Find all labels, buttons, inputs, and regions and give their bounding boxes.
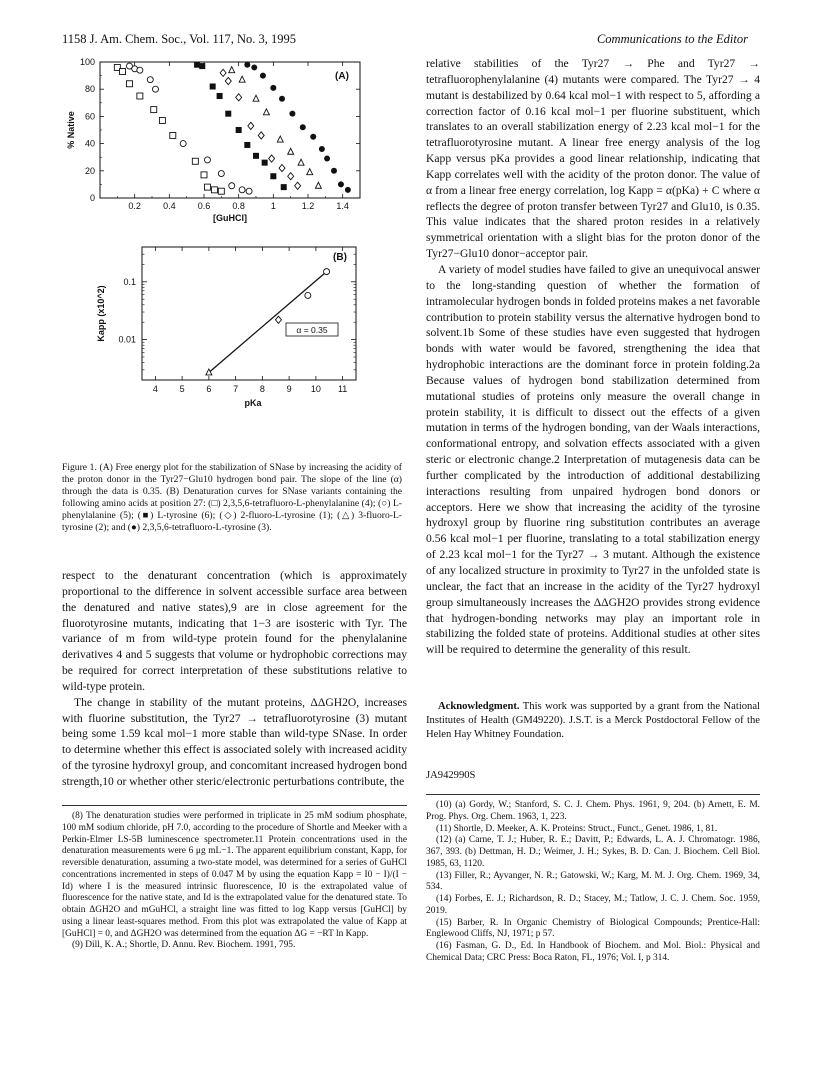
data-point-filled-circle <box>251 64 257 70</box>
data-point-open-square <box>170 132 176 138</box>
data-point-filled-circle <box>279 96 285 102</box>
data-point-filled-square <box>199 63 205 69</box>
data-point-filled-circle <box>324 156 330 162</box>
left-footnotes <box>62 811 407 952</box>
data-point-open-square <box>120 69 126 75</box>
x-tick-label: 0.4 <box>163 201 176 211</box>
x-tick-label: 9 <box>286 384 292 394</box>
panel-label: (B) <box>333 252 347 263</box>
data-point-filled-square <box>253 153 259 159</box>
data-point-open-circle <box>324 269 330 275</box>
x-tick-label: 1 <box>270 201 276 211</box>
y-tick-label: 60 <box>84 111 95 122</box>
figure-1b-free-energy-chart <box>60 237 410 447</box>
data-point-open-diamond <box>288 173 294 180</box>
x-tick-label: 10 <box>310 384 321 394</box>
data-point-filled-square <box>217 93 223 99</box>
data-point-filled-circle <box>319 146 325 152</box>
data-point-open-triangle <box>239 76 245 82</box>
footnote-8: (8) The denaturation studies were performed in triplicate in 25 mM sodium phosphate, 100 mM sodium chloride, pH 7.0, according to the procedure of Shortle and Meeker with a Perkin-Elmer LS-5B luminescence spectrometer.11 Protein concentrations used in the denaturation measurements were 6 μg mL−1. The apparent equilibrium constant, Kapp, for reversible denaturation, assuming a two-state model, was determined for a series of GuHCl concentrations incremented in steps of 0.047 M by using the equation Kapp = I0 − I)/(I − Id) where I is the measured intrinsic fluorescence, I0 is the extrapolated value of fluorescence for the native state, and Id is the extrapolated value for the denatured state. To obtain ΔGH2O and mGuHCl, a straight line was fitted to log Kapp versus [GuHCl] by using a linear least-squares method. From this plot was extrapolated the value of Kapp at [GuHCl] = 0, and ΔGH2O was determined from the equation ΔG = −RT ln Kapp. <box>62 811 407 939</box>
x-tick-label: 1.4 <box>336 201 349 211</box>
x-tick-label: 5 <box>179 384 185 394</box>
data-point-filled-square <box>270 173 276 179</box>
y-tick-label: 40 <box>84 138 95 149</box>
y-tick-label: 0.1 <box>123 276 136 287</box>
footnote-9: (9) Dill, K. A.; Shortle, D. Annu. Rev. Biochem. 1991, 795. <box>72 940 296 951</box>
manuscript-id: JA942990S <box>426 770 476 781</box>
data-point-open-diamond <box>225 77 231 84</box>
data-point-filled-square <box>194 62 200 68</box>
reference-10: (10) (a) Gordy, W.; Stanford, S. C. J. Chem. Phys. 1961, 9, 204. (b) Arnett, E. M. Prog. Phys. Org. Chem. 1963, 1, 223. <box>426 800 760 822</box>
data-point-filled-square <box>244 142 250 148</box>
data-point-open-diamond <box>220 69 226 76</box>
footnote-rule-left <box>62 805 407 806</box>
data-point-filled-square <box>210 83 216 89</box>
y-tick-label: 80 <box>84 84 95 95</box>
data-point-open-circle <box>305 292 311 298</box>
footnote-rule-right <box>426 794 760 795</box>
data-point-open-square <box>204 184 210 190</box>
y-tick-label: 0 <box>89 193 95 203</box>
data-point-open-circle <box>246 188 252 194</box>
data-point-open-diamond <box>269 155 275 162</box>
right-footnotes <box>426 800 760 965</box>
data-point-open-diamond <box>279 164 285 171</box>
panel-label: (A) <box>335 71 349 82</box>
data-point-filled-circle <box>338 181 344 187</box>
data-point-filled-circle <box>345 187 351 193</box>
data-point-open-square <box>218 188 224 194</box>
data-point-filled-circle <box>270 85 276 91</box>
data-point-open-diamond <box>275 316 281 323</box>
reference-12: (12) (a) Carne, T. J.; Huber, R. E.; Davitt, P.; Edwards, L. A. J. Chromatogr. 1986, 367, 393. (b) Dettman, H. D.; Weimer, J. H.; Sykes, B. D. Can. J. Biochem. Cell Biol. 1985, 63, 1120. <box>426 835 760 869</box>
data-point-open-circle <box>152 86 158 92</box>
x-tick-label: 6 <box>206 384 212 394</box>
data-point-open-triangle <box>277 136 283 142</box>
data-point-open-circle <box>239 187 245 193</box>
data-point-open-square <box>211 187 217 193</box>
data-point-open-square <box>151 107 157 113</box>
x-tick-label: 0.2 <box>128 201 141 211</box>
fit-line <box>209 272 327 373</box>
x-tick-label: 11 <box>337 384 348 394</box>
data-point-open-circle <box>147 77 153 83</box>
data-point-open-square <box>192 158 198 164</box>
data-point-open-square <box>201 172 207 178</box>
x-tick-label: 1.2 <box>301 201 315 211</box>
data-point-open-triangle <box>315 182 321 188</box>
x-axis-label: pKa <box>244 398 262 408</box>
data-point-filled-circle <box>244 62 250 68</box>
x-tick-label: 7 <box>233 384 239 394</box>
reference-11: (11) Shortle, D. Meeker, A. K. Proteins: Struct., Funct., Genet. 1986, 1, 81. <box>436 823 718 834</box>
right-paragraph-1: relative stabilities of the Tyr27 → Phe and Tyr27 → tetrafluorophenylalanine (4) mutants were compared. The Tyr27 → 4 mutant is destabilized by 0.64 kcal mol−1 with respect to 5, affording a correction factor of 0.16 kcal mol−1 per fluorine substituent, which translates to an overall stabilization energy of 2.23 kcal mol−1 for the tetrafluorotyrosine mutant. A linear free energy analysis of the log Kapp versus pKa provides a good linear relationship, indicating that Kapp correlates well with the acidity of the proton donor. The value of α from a linear free energy correlation, log Kapp = α(pKa) + C where α reflects the degree of proton transfer between Tyr27 and Glu10, is 0.35. This value indicates that the shared proton resides in a relatively symmetrical orientation with a slight bias for the proton donor of the Tyr27−Glu10 donor−acceptor pair. <box>426 57 760 261</box>
data-point-filled-circle <box>289 111 295 117</box>
data-point-open-circle <box>180 141 186 147</box>
alpha-annotation: α = 0.35 <box>296 325 328 335</box>
data-point-open-square <box>159 117 165 123</box>
right-paragraph-2: A variety of model studies have failed to give an unequivocal answer to the long-standing question of whether the formation of intramolecular hydrogen bonds in folded proteins makes a net favorable contribution to protein stability versus the alternative hydrogen bond to solvent.1b Some of these studies have even suggested that hydrogen bonds with water would be favored, strengthening the idea that hydrophobic interactions are the dominant force in protein folding.2a Because values of hydrogen bond stabilization determined from mutational studies of proteins only measure the overall change in protein stability, it is difficult to dissect out the effects of a given mutation in terms of the hydrogen bonding, van der Waals interactions, conformational entropy, and solvation effects associated with a given steric or electronic change.2 Interpretation of mutagenesis data can be further complicated by the introduction of additional destabilizing interactions resulting from unpaired hydrogen bond donors or acceptors. Here we show that increasing the acidity of the tyrosine hydroxyl group by fluorine ring substitution contributes an average 0.56 kcal mol−1 per fluorine, translating to a total stabilization energy of 2.23 kcal mol−1 for the Tyr27 → 3 mutant. Although the existence of any localized structure in proximity to Tyr27 in the unfolded state is unclear, the fact that an increase in the acidity of the Tyr27 hydroxyl group simultaneously increases the ΔΔGH2O provides strong evidence that hydrogen-bonding networks may play an important role in stabilizing the folded state of proteins. Additional studies at other sites will be required to determine the generality of this result. <box>426 262 760 657</box>
figure-1a-denaturation-chart <box>60 50 410 225</box>
x-axis-label: [GuHCl] <box>213 213 247 223</box>
data-point-open-square <box>126 81 132 87</box>
x-tick-label: 4 <box>152 384 158 394</box>
y-tick-label: 100 <box>79 57 95 67</box>
data-point-open-triangle <box>307 169 313 175</box>
reference-16: (16) Fasman, G. D., Ed. In Handbook of Biochem. and Mol. Biol.: Physical and Chemical Data; CRC Press: Boca Raton, FL, 1976; Vol. I, p 314. <box>426 941 760 963</box>
left-body-text <box>62 568 407 790</box>
x-tick-label: 0.6 <box>197 201 211 211</box>
reference-13: (13) Filler, R.; Ayvanger, N. R.; Gatowski, W.; Karg, M. M. J. Org. Chem. 1969, 34, 534. <box>426 870 760 893</box>
plot-frame <box>142 247 356 380</box>
data-point-open-triangle <box>298 159 304 165</box>
data-point-open-triangle <box>263 109 269 115</box>
data-point-filled-circle <box>331 168 337 174</box>
data-point-filled-square <box>281 184 287 190</box>
data-point-open-square <box>137 93 143 99</box>
data-point-filled-circle <box>260 73 266 79</box>
left-paragraph-2: The change in stability of the mutant proteins, ΔΔGH2O, increases with fluorine substitution, the Tyr27 → tetrafluorotyrosine (3) mutant being some 1.59 kcal mol−1 more stable than wild-type SNase. In order to determine whether this effect is associated solely with increased acidity of the tyrosine hydroxyl group, and concomitant increased hydrogen bond strength,10 or whether other steric/electronic perturbations contribute, the <box>62 695 407 788</box>
data-point-filled-square <box>225 111 231 117</box>
data-point-open-circle <box>229 183 235 189</box>
figure-caption: Figure 1. (A) Free energy plot for the stabilization of SNase by increasing the acidity of the proton donor in the Tyr27−Glu10 hydrogen bond pair. The slope of the line (α) through the data is 0.35. (B) Denaturation curves for SNase variants containing the following amino acids at position 27: (□) 2,3,5,6-tetrafluoro-L-phenylalanine (4); (○) L-phenylalanine (5); (■) L-tyrosine (6); (◇) 2-fluoro-L-tyrosine (1); (△) 3-fluoro-L-tyrosine (2); and (●) 2,3,5,6-tetrafluoro-L-tyrosine (3). <box>62 462 402 534</box>
x-tick-label: 8 <box>259 384 265 394</box>
acknowledgment <box>426 700 760 742</box>
y-tick-label: 0.01 <box>118 334 136 345</box>
reference-15: (15) Barber, R. In Organic Chemistry of Biological Compounds; Prentice-Hall: Englewood Cliffs, NJ, 1971; p 57. <box>426 917 760 940</box>
data-point-open-circle <box>218 171 224 177</box>
data-point-open-triangle <box>288 148 294 154</box>
data-point-open-triangle <box>229 67 235 73</box>
running-header-right: Communications to the Editor <box>596 32 748 46</box>
acknowledgment-label: Acknowledgment. <box>438 701 520 712</box>
data-point-open-diamond <box>248 122 254 129</box>
data-point-open-triangle <box>253 95 259 101</box>
acknowledgment-text: This work was supported by a grant from the National Institutes of Health (GM49220). J.S.T. is a Merck Postdoctoral Fellow of the Helen Hay Whitney Foundation. <box>426 701 760 740</box>
data-point-filled-square <box>236 127 242 133</box>
x-tick-label: 0.8 <box>232 201 245 211</box>
data-point-open-diamond <box>236 94 242 101</box>
data-point-filled-square <box>262 160 268 166</box>
data-point-open-circle <box>204 157 210 163</box>
data-point-open-circle <box>137 67 143 73</box>
data-point-filled-circle <box>310 134 316 140</box>
data-point-open-diamond <box>258 132 264 139</box>
reference-14: (14) Forbes, E. J.; Richardson, R. D.; Stacey, M.; Tatlow, J. C. J. Chem. Soc. 1959, 2019. <box>426 894 760 916</box>
y-axis-label: Kapp (x10^2) <box>96 285 106 342</box>
y-axis-label: % Native <box>66 111 76 149</box>
y-tick-label: 20 <box>84 165 95 176</box>
data-point-filled-circle <box>300 124 306 130</box>
left-paragraph-1: respect to the denaturant concentration (which is approximately proportional to the difference in solvent accessible surface area between the denatured and native states),9 are in close agreement for the fluorotyrosine mutants, indicating that 1−3 are isosteric with Tyr. The variance of m from wild-type protein found for the phenylalanine derivatives 4 and 5 suggests that volume or hydrophobic corrections may be required for correct interpretation of these substitutions relative to wild-type protein. <box>62 569 407 693</box>
acknowledgment-paragraph <box>426 700 760 742</box>
right-body-text <box>426 56 760 658</box>
data-point-open-diamond <box>295 182 301 189</box>
running-header-left: 1158 J. Am. Chem. Soc., Vol. 117, No. 3, 1995 <box>62 32 297 46</box>
